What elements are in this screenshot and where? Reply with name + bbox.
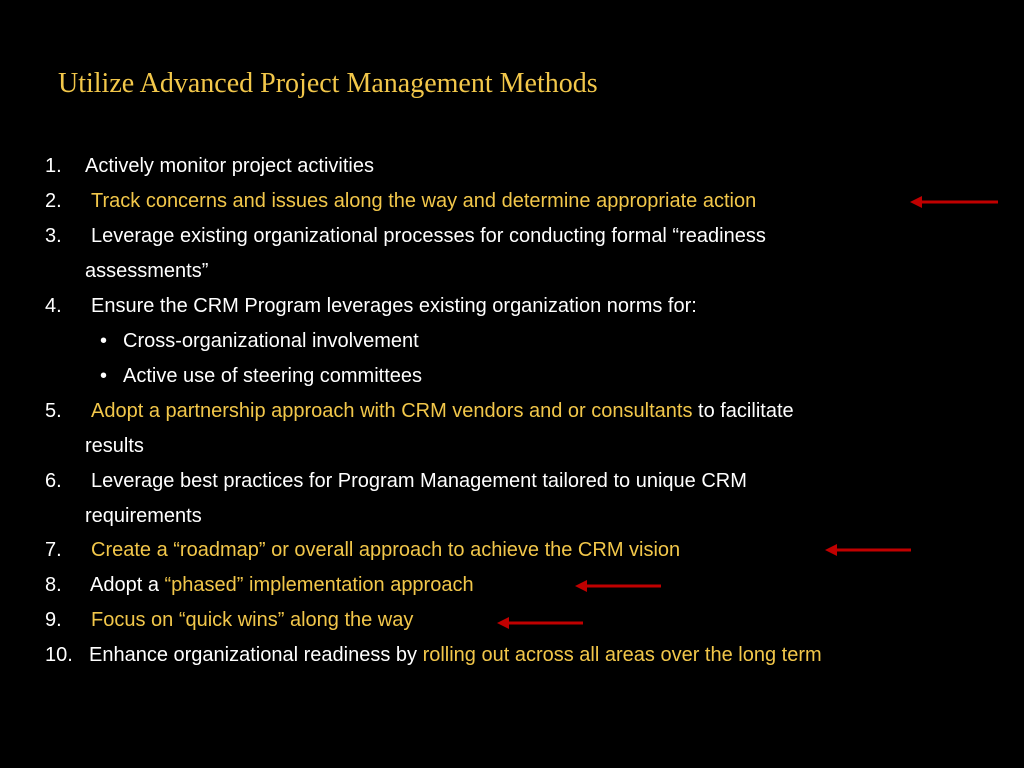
list-item-3-continuation xyxy=(85,256,985,286)
item-text-after: to facilitate xyxy=(698,400,794,422)
item-highlight-text: Create a “roadmap” or overall approach to achieve the CRM vision xyxy=(91,539,681,561)
item-number: 1. xyxy=(45,155,62,177)
left-arrow-icon xyxy=(575,579,663,593)
list-item-5 xyxy=(45,396,1005,426)
item-text-continued: assessments” xyxy=(85,260,209,282)
sub-item-text: Active use of steering committees xyxy=(123,365,423,387)
bullet-icon: • xyxy=(100,330,108,352)
item-number: 3. xyxy=(45,225,62,247)
item-number: 8. xyxy=(45,574,62,596)
bullet-icon: • xyxy=(100,365,108,387)
item-number: 6. xyxy=(45,470,62,492)
list-item-10 xyxy=(45,640,1015,670)
sub-item-2 xyxy=(100,361,980,391)
item-text: Actively monitor project activities xyxy=(85,155,374,177)
list-item-5-continuation xyxy=(85,431,985,461)
list-item-8 xyxy=(45,570,1005,600)
list-item-2 xyxy=(45,186,1005,216)
item-text-before: Adopt a xyxy=(90,574,159,596)
item-content xyxy=(90,570,474,600)
list-item-6-continuation xyxy=(85,501,985,531)
slide-title: Utilize Advanced Project Management Methods xyxy=(58,68,598,99)
item-highlight-text: Track concerns and issues along the way and determine appropriate action xyxy=(91,190,757,212)
left-arrow-icon xyxy=(910,195,1000,209)
item-number: 7. xyxy=(45,539,62,561)
left-arrow-icon xyxy=(825,543,913,557)
item-number: 10. xyxy=(45,644,73,666)
item-number: 5. xyxy=(45,400,62,422)
item-text: Leverage existing organizational processes for conducting formal “readiness xyxy=(91,225,766,247)
item-highlight-text: Adopt a partnership approach with CRM vendors and or consultants xyxy=(91,400,693,422)
item-number: 2. xyxy=(45,190,62,212)
item-text-before: Enhance organizational readiness by xyxy=(89,644,417,666)
item-text: Ensure the CRM Program leverages existing organization norms for: xyxy=(91,295,697,317)
item-highlight-text: rolling out across all areas over the long term xyxy=(422,644,822,666)
item-highlight-text: “phased” implementation approach xyxy=(164,574,474,596)
list-item-1 xyxy=(45,151,1005,181)
list-item-3 xyxy=(45,221,1005,251)
left-arrow-icon xyxy=(497,616,585,630)
item-text-continued: results xyxy=(85,435,144,457)
item-number: 9. xyxy=(45,609,62,631)
list-item-4 xyxy=(45,291,1005,321)
item-text: Leverage best practices for Program Management tailored to unique CRM xyxy=(91,470,747,492)
item-text-continued: requirements xyxy=(85,505,202,527)
list-item-6 xyxy=(45,466,1005,496)
item-content xyxy=(91,396,794,426)
sub-item-1 xyxy=(100,326,980,356)
item-number: 4. xyxy=(45,295,62,317)
sub-item-text: Cross-organizational involvement xyxy=(123,330,419,352)
item-highlight-text: Focus on “quick wins” along the way xyxy=(91,609,414,631)
item-content xyxy=(89,640,822,670)
